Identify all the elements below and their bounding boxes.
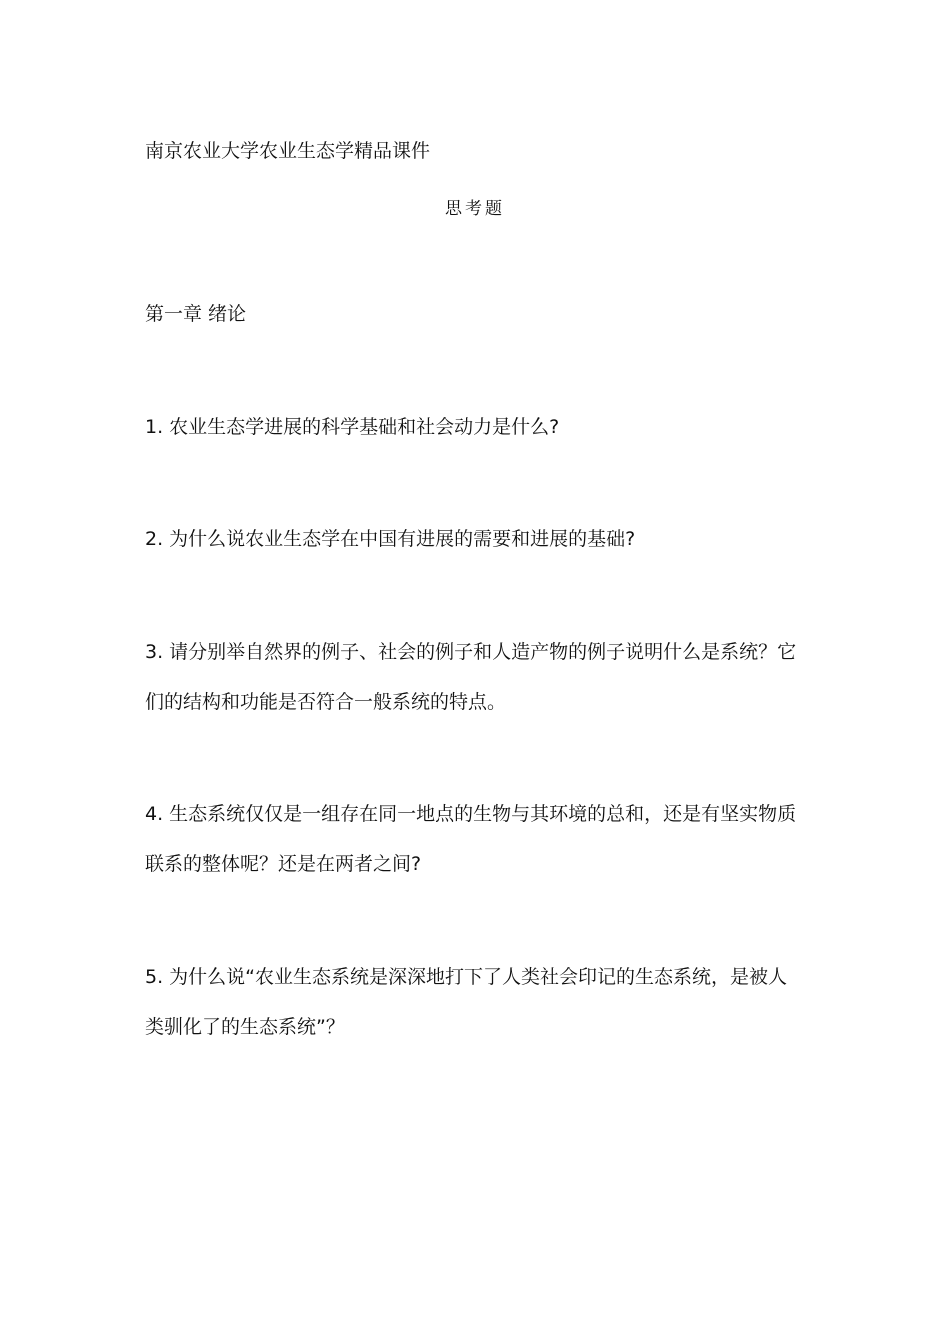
question-4 bbox=[145, 789, 805, 889]
question-4-line-1: 4. 生态系统仅仅是一组存在同一地点的生物与其环境的总和，还是有坚实物质 bbox=[145, 803, 797, 825]
question-3-line-2: 们的结构和功能是否符合一般系统的特点。 bbox=[145, 691, 507, 713]
question-3-line-1: 3. 请分别举自然界的例子、社会的例子和人造产物的例子说明什么是系统？它 bbox=[145, 641, 797, 663]
chapter-heading: 第一章 绪论 bbox=[145, 303, 247, 325]
question-4-line-2: 联系的整体呢？还是在两者之间? bbox=[145, 853, 422, 875]
document-header-title: 南京农业大学农业生态学精品课件 bbox=[145, 140, 431, 162]
question-1-line-1: 1. 农业生态学进展的科学基础和社会动力是什么? bbox=[145, 416, 560, 438]
question-5 bbox=[145, 952, 805, 1052]
question-3 bbox=[145, 627, 805, 727]
question-2-line-1: 2. 为什么说农业生态学在中国有进展的需要和进展的基础? bbox=[145, 528, 636, 550]
question-5-line-1: 5. 为什么说“农业生态系统是深深地打下了人类社会印记的生态系统，是被人 bbox=[145, 966, 788, 988]
question-5-line-2: 类驯化了的生态系统”？ bbox=[145, 1016, 345, 1038]
page-title: 思考题 bbox=[445, 199, 505, 219]
question-1 bbox=[145, 402, 805, 452]
question-2 bbox=[145, 514, 805, 564]
